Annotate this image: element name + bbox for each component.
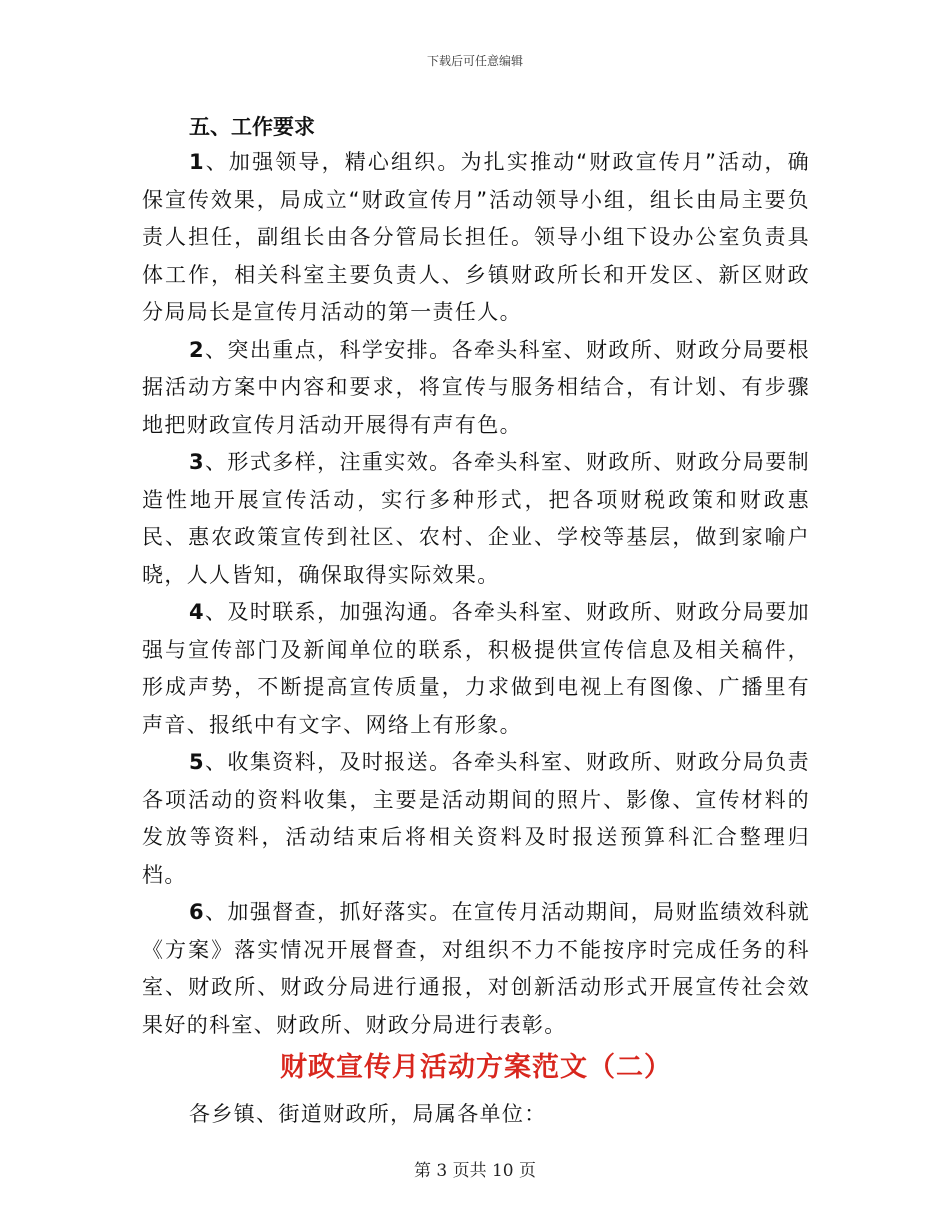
item-number: 5 (189, 750, 205, 774)
item-number: 2 (189, 337, 205, 362)
item-text: 、收集资料，及时报送。各牵头科室、财政所、财政分局负责各项活动的资料收集，主要是活动期间的照片、影像、宣传材料的发放等资料，活动结束后将相关资料及时报送预算科汇合整理归档。 (142, 750, 810, 887)
item-number: 6 (189, 900, 205, 924)
requirement-item-3 (142, 444, 810, 594)
item-text: 、形式多样，注重实效。各牵头科室、财政所、财政分局要制造性地开展宣传活动，实行多种形式，把各项财税政策和财政惠民、惠农政策宣传到社区、农村、企业、学校等基层，做到家喻户晓，人人皆知，确保取得实际效果。 (142, 450, 810, 587)
requirement-item-1 (142, 144, 810, 332)
document-body (142, 110, 810, 1133)
page-footer: 第 3 页共 10 页 (413, 1161, 537, 1181)
requirement-item-4 (142, 594, 810, 744)
item-number: 4 (189, 600, 205, 624)
requirement-item-6 (142, 894, 810, 1044)
item-number: 3 (189, 450, 205, 474)
salutation: 各乡镇、街道财政所，局属各单位： (189, 1102, 547, 1126)
document-title: 财政宣传月活动方案范文（二） (280, 1052, 672, 1083)
item-text: 、及时联系，加强沟通。各牵头科室、财政所、财政分局要加强与宣传部门及新闻单位的联系，积极提供宣传信息及相关稿件，形成声势，不断提高宣传质量，力求做到电视上有图像、广播里有声音、报纸中有文字、网络上有形象。 (142, 600, 810, 737)
item-number: 1 (189, 150, 205, 174)
requirement-item-5 (142, 744, 810, 894)
page-header-note: 下载后可任意编辑 (426, 54, 523, 68)
item-text: 、突出重点，科学安排。各牵头科室、财政所、财政分局要根据活动方案中内容和要求，将宣传与服务相结合，有计划、有步骤地把财政宣传月活动开展得有声有色。 (142, 337, 810, 437)
item-text: 、加强领导，精心组织。为扎实推动“财政宣传月”活动，确保宣传效果，局成立“财政宣传月”活动领导小组，组长由局主要负责人担任，副组长由各分管局长担任。领导小组下设办公室负责具体工作，相关科室主要负责人、乡镇财政所长和开发区、新区财政分局局长是宣传月活动的第一责任人。 (142, 150, 810, 324)
item-text: 、加强督查，抓好落实。在宣传月活动期间，局财监绩效科就《方案》落实情况开展督查，对组织不力不能按序时完成任务的科室、财政所、财政分局进行通报，对创新活动形式开展宣传社会效果好的科室、财政所、财政分局进行表彰。 (142, 900, 810, 1037)
section-heading: 五、工作要求 (189, 115, 315, 139)
requirement-item-2 (142, 332, 810, 445)
